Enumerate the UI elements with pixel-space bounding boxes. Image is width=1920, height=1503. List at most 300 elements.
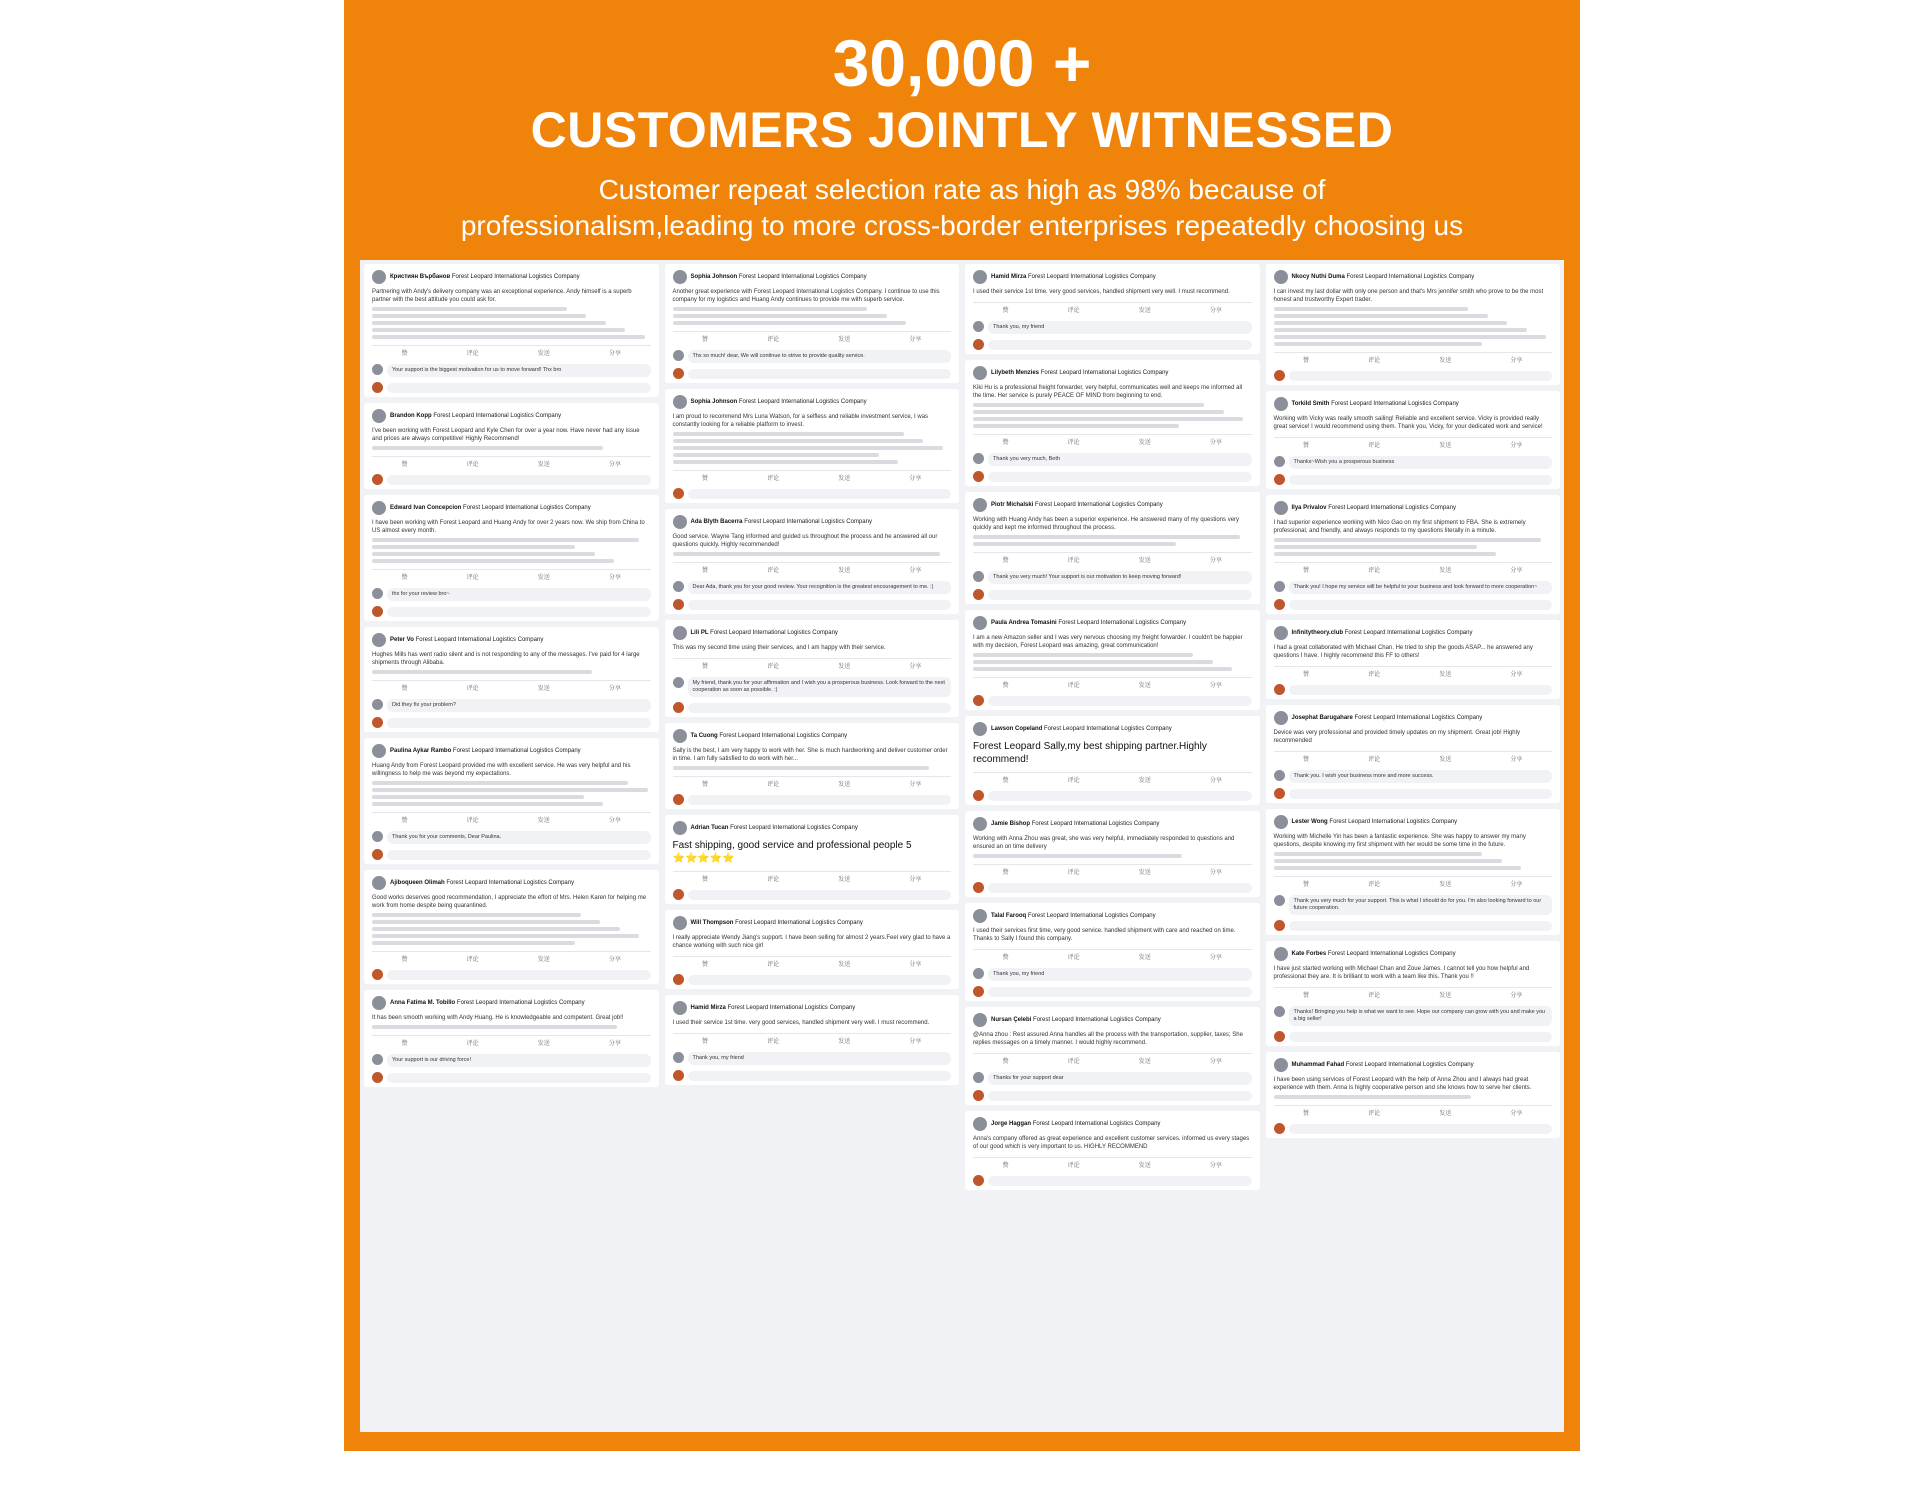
comment-button[interactable]: 评论 — [1368, 882, 1381, 888]
share-button[interactable]: 分享 — [1510, 882, 1523, 888]
reviewer-name[interactable]: Muhammad Fahad — [1291, 1062, 1345, 1068]
avatar[interactable] — [1274, 270, 1288, 284]
comment-input[interactable] — [387, 475, 651, 485]
reviewer-name[interactable]: Lilybeth Menzies — [991, 370, 1040, 376]
reviewer-name[interactable]: Torkild Smith — [1291, 401, 1330, 407]
review-card — [1266, 264, 1561, 385]
comment-button[interactable]: 评论 — [767, 962, 780, 968]
reviewer-name[interactable]: Edward Ivan Concepcion — [390, 505, 462, 511]
company-name[interactable]: Forest Leopard International Logistics Company — [727, 1005, 856, 1011]
share-button[interactable]: 分享 — [1209, 683, 1222, 689]
share-button[interactable]: 分享 — [1209, 955, 1222, 961]
company-name[interactable]: Forest Leopard International Logistics Company — [1354, 715, 1483, 721]
share-button[interactable]: 分享 — [1510, 1111, 1523, 1117]
send-button[interactable]: 发送 — [1439, 1111, 1452, 1117]
share-button[interactable]: 分享 — [909, 337, 922, 343]
avatar[interactable] — [973, 270, 987, 284]
send-button[interactable]: 发送 — [537, 957, 550, 963]
reviewer-name[interactable]: Peter Vo — [390, 637, 414, 643]
send-button[interactable]: 发送 — [537, 462, 550, 468]
company-name[interactable]: Forest Leopard International Logistics Company — [744, 519, 872, 525]
reviewer-name[interactable]: Josephat Barugahare — [1291, 715, 1353, 721]
like-button[interactable]: 赞 — [401, 957, 408, 963]
like-button[interactable]: 赞 — [401, 1041, 408, 1047]
avatar[interactable] — [973, 366, 987, 380]
avatar[interactable] — [1274, 581, 1285, 592]
share-button[interactable]: 分享 — [909, 476, 922, 482]
comment-button[interactable]: 评论 — [1067, 778, 1080, 784]
like-button[interactable]: 赞 — [1303, 1111, 1310, 1117]
avatar[interactable] — [673, 1052, 684, 1063]
send-button[interactable]: 发送 — [838, 877, 851, 883]
reviewer-name[interactable]: Paula Andrea Tomasini — [991, 620, 1057, 626]
comment-button[interactable]: 评论 — [466, 351, 479, 357]
comment-button[interactable]: 评论 — [1368, 1111, 1381, 1117]
comment-button[interactable]: 评论 — [1067, 1059, 1080, 1065]
comment-button[interactable]: 评论 — [1368, 672, 1381, 678]
company-name[interactable]: Forest Leopard International Logistics Company — [738, 274, 867, 280]
reply-comment — [372, 699, 651, 712]
reviewer-name[interactable]: Hamid Mirza — [991, 274, 1027, 280]
avatar[interactable] — [973, 1117, 987, 1131]
company-name[interactable]: Forest Leopard International Logistics Company — [452, 748, 581, 754]
like-button[interactable]: 赞 — [401, 818, 408, 824]
comment-input[interactable] — [988, 987, 1252, 997]
avatar[interactable] — [372, 633, 386, 647]
text-line — [973, 653, 1193, 657]
avatar[interactable] — [372, 876, 386, 890]
text-line — [372, 781, 628, 785]
comment-input[interactable] — [387, 1073, 651, 1083]
comment-button[interactable]: 评论 — [466, 957, 479, 963]
reviewer-name[interactable]: Sophia Johnson — [690, 274, 738, 280]
company-name[interactable]: Forest Leopard International Logistics Company — [1329, 819, 1458, 825]
comment-button[interactable]: 评论 — [1368, 757, 1381, 763]
send-button[interactable]: 发送 — [838, 568, 851, 574]
like-button[interactable]: 赞 — [1303, 882, 1310, 888]
send-button[interactable]: 发送 — [1138, 308, 1151, 314]
avatar[interactable] — [973, 571, 984, 582]
share-button[interactable]: 分享 — [608, 1041, 621, 1047]
send-button[interactable]: 发送 — [1138, 558, 1151, 564]
send-button[interactable]: 发送 — [537, 351, 550, 357]
company-name[interactable]: Forest Leopard International Logistics Company — [1035, 502, 1163, 508]
avatar[interactable] — [1274, 501, 1288, 515]
comment-input[interactable] — [387, 970, 651, 980]
avatar[interactable] — [973, 1072, 984, 1083]
share-button[interactable]: 分享 — [608, 686, 621, 692]
avatar[interactable] — [1274, 770, 1285, 781]
comment-input[interactable] — [1289, 371, 1553, 381]
reply-text: My friend, thank you for your affirmation and I wish you a prosperous business. Look forward to the next cooperation as soon as possible. :) — [688, 677, 952, 697]
company-name[interactable]: Forest Leopard International Logistics Company — [1328, 505, 1456, 511]
avatar[interactable] — [1274, 1006, 1285, 1017]
comment-button[interactable]: 评论 — [767, 568, 780, 574]
comment-input[interactable] — [387, 718, 651, 728]
comment-input[interactable] — [688, 1071, 952, 1081]
send-button[interactable]: 发送 — [1138, 955, 1151, 961]
avatar[interactable] — [973, 616, 987, 630]
send-button[interactable]: 发送 — [1439, 672, 1452, 678]
share-button[interactable]: 分享 — [608, 575, 621, 581]
like-button[interactable]: 赞 — [1002, 683, 1009, 689]
comment-input[interactable] — [688, 975, 952, 985]
share-button[interactable]: 分享 — [909, 782, 922, 788]
review-card — [364, 264, 659, 397]
comment-input[interactable] — [988, 1091, 1252, 1101]
avatar — [372, 382, 383, 393]
comment-button[interactable]: 评论 — [466, 818, 479, 824]
like-button[interactable]: 赞 — [1303, 443, 1310, 449]
avatar[interactable] — [973, 453, 984, 464]
reviewer-name[interactable]: Talal Farooq — [991, 913, 1027, 919]
like-button[interactable]: 赞 — [401, 351, 408, 357]
reviewer-name[interactable]: Brandon Kopp — [390, 413, 432, 419]
avatar[interactable] — [1274, 626, 1288, 640]
comment-input[interactable] — [688, 489, 952, 499]
reviewer-name[interactable]: Кристиян Върбанов — [390, 274, 451, 280]
share-button[interactable]: 分享 — [909, 962, 922, 968]
comment-button[interactable]: 评论 — [767, 337, 780, 343]
comment-input[interactable] — [1289, 685, 1553, 695]
share-button[interactable]: 分享 — [1209, 558, 1222, 564]
reviewer-name[interactable]: Hamid Mirza — [690, 1005, 726, 1011]
comment-button[interactable]: 评论 — [1368, 568, 1381, 574]
avatar[interactable] — [1274, 456, 1285, 467]
avatar[interactable] — [673, 515, 687, 529]
review-text: @Anna zhou : Rest assured Anna handles all the process with the transportation, supplier, taxes; She replies messages on a timely manner. I would highly recommend. — [973, 1032, 1243, 1046]
like-button[interactable]: 赞 — [1303, 358, 1310, 364]
comment-input[interactable] — [988, 791, 1252, 801]
comment-input[interactable] — [688, 890, 952, 900]
reviewer-name[interactable]: Kate Forbes — [1291, 951, 1327, 957]
share-button[interactable]: 分享 — [1510, 358, 1523, 364]
avatar[interactable] — [973, 722, 987, 736]
text-line — [673, 453, 879, 457]
send-button[interactable]: 发送 — [1439, 358, 1452, 364]
company-name[interactable]: Forest Leopard International Logistics Company — [456, 1000, 585, 1006]
share-button[interactable]: 分享 — [909, 568, 922, 574]
comment-button[interactable]: 评论 — [1067, 558, 1080, 564]
comment-input[interactable] — [988, 696, 1252, 706]
like-button[interactable]: 赞 — [1002, 870, 1009, 876]
send-button[interactable]: 发送 — [537, 686, 550, 692]
share-button[interactable]: 分享 — [608, 351, 621, 357]
like-button[interactable]: 赞 — [401, 686, 408, 692]
company-name[interactable]: Forest Leopard International Logistics Company — [735, 920, 863, 926]
reviewer-name[interactable]: Jamie Bishop — [991, 821, 1031, 827]
reviewer-name[interactable]: Jorge Haggan — [991, 1121, 1032, 1127]
like-button[interactable]: 赞 — [1002, 1163, 1009, 1169]
reviewer-name[interactable]: Will Thompson — [690, 920, 734, 926]
share-button[interactable]: 分享 — [1510, 757, 1523, 763]
like-button[interactable]: 赞 — [1002, 440, 1009, 446]
send-button[interactable]: 发送 — [1138, 778, 1151, 784]
comment-input[interactable] — [387, 607, 651, 617]
like-button[interactable]: 赞 — [1303, 993, 1310, 999]
avatar[interactable] — [673, 677, 684, 688]
review-text: I used their service 1st time. very good services, handled shipment very well. I must recommend. — [672, 1020, 930, 1026]
like-button[interactable]: 赞 — [1002, 1059, 1009, 1065]
send-button[interactable]: 发送 — [1138, 683, 1151, 689]
like-button[interactable]: 赞 — [702, 962, 709, 968]
like-button[interactable]: 赞 — [401, 462, 408, 468]
send-button[interactable]: 发送 — [1439, 443, 1452, 449]
send-button[interactable]: 发送 — [537, 818, 550, 824]
comment-input[interactable] — [1289, 1124, 1553, 1134]
avatar[interactable] — [372, 270, 386, 284]
reviewer-name[interactable]: Lili PL — [690, 630, 709, 636]
reply-text: Thx so much! dear, We will continue to strive to provide quality service. — [688, 350, 952, 363]
share-button[interactable]: 分享 — [1510, 993, 1523, 999]
share-button[interactable]: 分享 — [1209, 1163, 1222, 1169]
comment-input[interactable] — [988, 883, 1252, 893]
action-bar — [973, 552, 1252, 565]
avatar[interactable] — [1274, 1058, 1288, 1072]
company-name[interactable]: Forest Leopard International Logistics Company — [1031, 821, 1160, 827]
reviewer-name[interactable]: Ada Blyth Bacerra — [690, 519, 743, 525]
company-name[interactable]: Forest Leopard International Logistics Company — [1044, 726, 1172, 732]
company-name[interactable]: Forest Leopard International Logistics Company — [463, 505, 591, 511]
action-bar — [673, 470, 952, 483]
avatar[interactable] — [973, 968, 984, 979]
avatar[interactable] — [1274, 711, 1288, 725]
reviewer-name[interactable]: Ajiboqueen Olimah — [390, 880, 445, 886]
reviewer-name[interactable]: Ta Cuong — [690, 733, 718, 739]
avatar[interactable] — [1274, 947, 1288, 961]
company-name[interactable]: Forest Leopard International Logistics Company — [1033, 1017, 1161, 1023]
send-button[interactable]: 发送 — [838, 337, 851, 343]
comment-input[interactable] — [688, 600, 952, 610]
send-button[interactable]: 发送 — [537, 575, 550, 581]
send-button[interactable]: 发送 — [838, 962, 851, 968]
comment-input[interactable] — [1289, 921, 1553, 931]
company-name[interactable]: Forest Leopard International Logistics Company — [433, 413, 562, 419]
avatar — [673, 599, 684, 610]
company-name[interactable]: Forest Leopard International Logistics Company — [1331, 401, 1459, 407]
review-header — [1274, 815, 1553, 829]
comment-button[interactable]: 评论 — [1368, 358, 1381, 364]
share-button[interactable]: 分享 — [1510, 568, 1523, 574]
comment-button[interactable]: 评论 — [466, 575, 479, 581]
avatar[interactable] — [673, 821, 687, 835]
avatar[interactable] — [372, 744, 386, 758]
comment-button[interactable]: 评论 — [1067, 308, 1080, 314]
send-button[interactable]: 发送 — [838, 1039, 851, 1045]
like-button[interactable]: 赞 — [702, 782, 709, 788]
avatar[interactable] — [973, 909, 987, 923]
like-button[interactable]: 赞 — [1002, 778, 1009, 784]
reviewer-name[interactable]: Ilya Privalov — [1291, 505, 1327, 511]
comment-button[interactable]: 评论 — [1368, 993, 1381, 999]
comment-input[interactable] — [387, 383, 651, 393]
avatar[interactable] — [673, 581, 684, 592]
comment-input[interactable] — [688, 703, 952, 713]
reviewer-name[interactable]: Lawson Copeland — [991, 726, 1043, 732]
company-name[interactable]: Forest Leopard International Logistics Company — [1028, 274, 1156, 280]
share-button[interactable]: 分享 — [608, 818, 621, 824]
comment-button[interactable]: 评论 — [767, 782, 780, 788]
like-button[interactable]: 赞 — [1002, 955, 1009, 961]
like-button[interactable]: 赞 — [1002, 308, 1009, 314]
comment-button[interactable]: 评论 — [1067, 870, 1080, 876]
comment-button[interactable]: 评论 — [767, 1039, 780, 1045]
avatar[interactable] — [372, 1054, 383, 1065]
share-button[interactable]: 分享 — [909, 877, 922, 883]
send-button[interactable]: 发送 — [838, 476, 851, 482]
share-button[interactable]: 分享 — [1209, 870, 1222, 876]
like-button[interactable]: 赞 — [702, 337, 709, 343]
review-header — [673, 626, 952, 640]
review-card — [665, 910, 960, 989]
avatar[interactable] — [673, 916, 687, 930]
comment-input[interactable] — [1289, 789, 1553, 799]
like-button[interactable]: 赞 — [702, 664, 709, 670]
avatar[interactable] — [1274, 895, 1285, 906]
avatar[interactable] — [973, 817, 987, 831]
company-name[interactable]: Forest Leopard International Logistics Company — [1344, 630, 1473, 636]
company-name[interactable]: Forest Leopard International Logistics Company — [1327, 951, 1456, 957]
avatar[interactable] — [673, 1001, 687, 1015]
comment-input[interactable] — [1289, 475, 1553, 485]
comment-bar — [372, 606, 651, 617]
comment-input[interactable] — [688, 369, 952, 379]
reviewer-name[interactable]: Sophia Johnson — [690, 399, 738, 405]
company-name[interactable]: Forest Leopard International Logistics Company — [719, 733, 848, 739]
share-button[interactable]: 分享 — [1209, 778, 1222, 784]
avatar[interactable] — [673, 626, 687, 640]
comment-input[interactable] — [988, 472, 1252, 482]
comment-bar — [973, 471, 1252, 482]
comment-input[interactable] — [1289, 600, 1553, 610]
send-button[interactable]: 发送 — [1138, 870, 1151, 876]
review-text-continuation — [372, 781, 651, 806]
comment-input[interactable] — [988, 340, 1252, 350]
reviewer-name[interactable]: Nkocy Nuthi Duma — [1291, 274, 1345, 280]
reviewer-name[interactable]: Infinitytheory.club — [1291, 630, 1344, 636]
comment-button[interactable]: 评论 — [466, 462, 479, 468]
company-name[interactable]: Forest Leopard International Logistics Company — [1027, 913, 1156, 919]
company-name[interactable]: Forest Leopard International Logistics Company — [415, 637, 544, 643]
like-button[interactable]: 赞 — [1303, 568, 1310, 574]
avatar[interactable] — [673, 729, 687, 743]
comment-button[interactable]: 评论 — [1067, 683, 1080, 689]
reviewer-name[interactable]: Piotr Michalski — [991, 502, 1034, 508]
comment-input[interactable] — [1289, 1032, 1553, 1042]
share-button[interactable]: 分享 — [1510, 443, 1523, 449]
company-name[interactable]: Forest Leopard International Logistics Company — [1040, 370, 1169, 376]
reviewer-name[interactable]: Paulina Aykar Rambo — [390, 748, 452, 754]
avatar[interactable] — [673, 395, 687, 409]
company-name[interactable]: Forest Leopard International Logistics Company — [1345, 1062, 1474, 1068]
share-button[interactable]: 分享 — [608, 462, 621, 468]
send-button[interactable]: 发送 — [1439, 993, 1452, 999]
send-button[interactable]: 发送 — [1439, 757, 1452, 763]
share-button[interactable]: 分享 — [1510, 672, 1523, 678]
share-button[interactable]: 分享 — [1209, 1059, 1222, 1065]
avatar[interactable] — [673, 350, 684, 361]
send-button[interactable]: 发送 — [838, 782, 851, 788]
like-button[interactable]: 赞 — [1002, 558, 1009, 564]
avatar[interactable] — [973, 321, 984, 332]
reviewer-name[interactable]: Lester Wong — [1291, 819, 1328, 825]
send-button[interactable]: 发送 — [1439, 568, 1452, 574]
comment-bar — [372, 1072, 651, 1083]
avatar[interactable] — [372, 588, 383, 599]
comment-button[interactable]: 评论 — [466, 686, 479, 692]
avatar[interactable] — [372, 501, 386, 515]
comment-button[interactable]: 评论 — [1067, 440, 1080, 446]
comment-button[interactable]: 评论 — [767, 877, 780, 883]
company-name[interactable]: Forest Leopard International Logistics Company — [1032, 1121, 1161, 1127]
send-button[interactable]: 发送 — [537, 1041, 550, 1047]
company-name[interactable]: Forest Leopard International Logistics Company — [710, 630, 838, 636]
comment-input[interactable] — [387, 850, 651, 860]
comment-button[interactable]: 评论 — [466, 1041, 479, 1047]
avatar — [1274, 920, 1285, 931]
review-column — [665, 264, 960, 1428]
reviewer-name[interactable]: Anna Fatima M. Tobillo — [390, 1000, 456, 1006]
share-button[interactable]: 分享 — [608, 957, 621, 963]
avatar[interactable] — [372, 996, 386, 1010]
company-name[interactable]: Forest Leopard International Logistics Company — [446, 880, 575, 886]
avatar[interactable] — [973, 498, 987, 512]
avatar[interactable] — [673, 270, 687, 284]
comment-button[interactable]: 评论 — [1368, 443, 1381, 449]
send-button[interactable]: 发送 — [838, 664, 851, 670]
company-name[interactable]: Forest Leopard International Logistics Company — [1346, 274, 1475, 280]
like-button[interactable]: 赞 — [401, 575, 408, 581]
avatar[interactable] — [372, 699, 383, 710]
reviewer-name[interactable]: Nursan Çelebi — [991, 1017, 1032, 1023]
avatar[interactable] — [372, 409, 386, 423]
comment-button[interactable]: 评论 — [1067, 1163, 1080, 1169]
reviewer-name[interactable]: Adrian Tucan — [690, 825, 729, 831]
like-button[interactable]: 赞 — [702, 1039, 709, 1045]
comment-input[interactable] — [988, 1176, 1252, 1186]
comment-input[interactable] — [688, 795, 952, 805]
company-name[interactable]: Forest Leopard International Logistics Company — [451, 274, 580, 280]
like-button[interactable]: 赞 — [1303, 757, 1310, 763]
comment-button[interactable]: 评论 — [767, 664, 780, 670]
like-button[interactable]: 赞 — [702, 568, 709, 574]
avatar[interactable] — [973, 1013, 987, 1027]
company-name[interactable]: Forest Leopard International Logistics Company — [738, 399, 867, 405]
like-button[interactable]: 赞 — [1303, 672, 1310, 678]
avatar[interactable] — [1274, 397, 1288, 411]
send-button[interactable]: 发送 — [1138, 1163, 1151, 1169]
avatar[interactable] — [1274, 815, 1288, 829]
share-button[interactable]: 分享 — [1209, 440, 1222, 446]
comment-button[interactable]: 评论 — [1067, 955, 1080, 961]
avatar[interactable] — [372, 364, 383, 375]
text-line — [673, 439, 924, 443]
share-button[interactable]: 分享 — [909, 1039, 922, 1045]
share-button[interactable]: 分享 — [1209, 308, 1222, 314]
send-button[interactable]: 发送 — [1138, 440, 1151, 446]
avatar[interactable] — [372, 831, 383, 842]
send-button[interactable]: 发送 — [1439, 882, 1452, 888]
share-button[interactable]: 分享 — [909, 664, 922, 670]
send-button[interactable]: 发送 — [1138, 1059, 1151, 1065]
company-name[interactable]: Forest Leopard International Logistics Company — [730, 825, 858, 831]
like-button[interactable]: 赞 — [702, 877, 709, 883]
company-name[interactable]: Forest Leopard International Logistics Company — [1058, 620, 1187, 626]
comment-button[interactable]: 评论 — [767, 476, 780, 482]
like-button[interactable]: 赞 — [702, 476, 709, 482]
action-bar — [973, 864, 1252, 877]
comment-input[interactable] — [988, 590, 1252, 600]
